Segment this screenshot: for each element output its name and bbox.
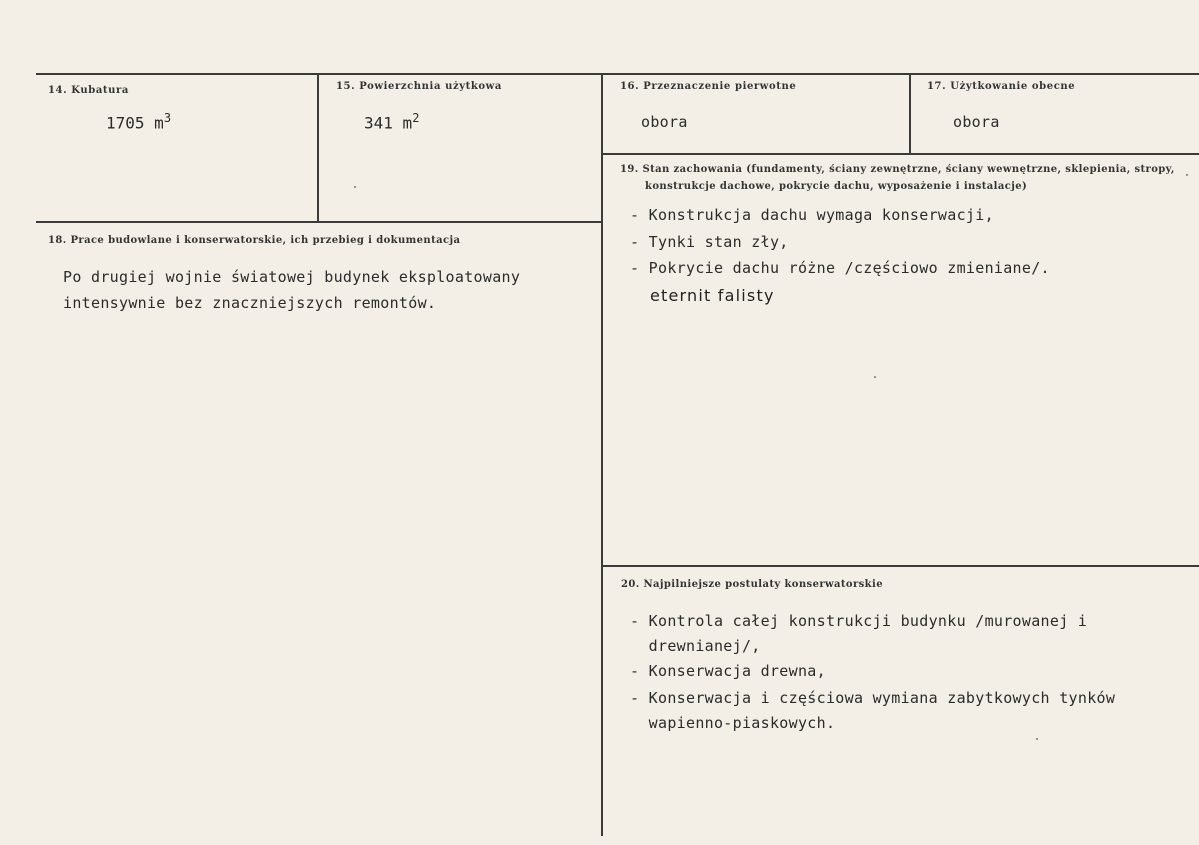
paper-speck (1186, 174, 1188, 176)
field-18-line-2: intensywnie bez znaczniejszych remontów. (63, 294, 437, 312)
field-18-label: 18. Prace budowlane i konserwatorskie, ich przebieg i dokumentacja (48, 235, 461, 246)
field-18-line-1: Po drugiej wojnie światowej budynek eksploatowany (63, 268, 521, 286)
field-20-line-5: wapienno-piaskowych. (630, 714, 836, 732)
field-15-label: 15. Powierzchnia użytkowa (336, 81, 502, 92)
cubature-exponent: 3 (163, 111, 172, 125)
field-20-line-2: drewnianej/, (630, 637, 761, 655)
field-20-line-1: - Kontrola całej konstrukcji budynku /murowanej i (630, 612, 1088, 630)
field-20-label: 20. Najpilniejsze postulaty konserwatorskie (621, 579, 883, 590)
paper-speck (354, 186, 356, 188)
field-19-label-line2: konstrukcje dachowe, pokrycie dachu, wyposażenie i instalacje) (645, 181, 1028, 192)
field-19-line-2: - Tynki stan zły, (630, 233, 789, 251)
cubature-number: 1705 (106, 113, 145, 133)
paper-speck (1036, 738, 1038, 740)
field-16-value: obora (641, 113, 688, 131)
field-15-value (364, 111, 419, 132)
field-17-label: 17. Użytkowanie obecne (927, 81, 1076, 92)
area-exponent: 2 (412, 111, 420, 125)
field-19-handwritten-note: eternit falisty (650, 286, 775, 305)
field-20-line-3: - Konserwacja drewna, (630, 662, 826, 680)
field-17-value: obora (953, 113, 1000, 131)
cubature-unit: m (154, 113, 164, 133)
field-14-label: 14. Kubatura (48, 85, 129, 96)
rule-under-16-17 (603, 153, 1199, 155)
field-19-line-3: - Pokrycie dachu różne /częściowo zmieniane/. (630, 259, 1050, 277)
rule-above-20 (603, 565, 1199, 567)
area-number: 341 (364, 113, 393, 133)
divider-14-15 (317, 74, 319, 222)
field-14-value (106, 111, 171, 132)
field-20-line-4: - Konserwacja i częściowa wymiana zabytkowych tynków (630, 689, 1116, 707)
top-rule (36, 73, 1199, 75)
field-16-label: 16. Przeznaczenie pierwotne (620, 81, 797, 92)
field-19-label-line1: 19. Stan zachowania (fundamenty, ściany zewnętrzne, ściany wewnętrzne, sklepienia, stropy, (620, 164, 1175, 175)
divider-16-17 (909, 74, 911, 154)
divider-15-16 (601, 74, 603, 836)
area-unit: m (402, 113, 413, 133)
field-19-line-1: - Konstrukcja dachu wymaga konserwacji, (630, 206, 994, 224)
rule-under-14-15 (36, 221, 603, 223)
paper-speck (874, 376, 876, 378)
